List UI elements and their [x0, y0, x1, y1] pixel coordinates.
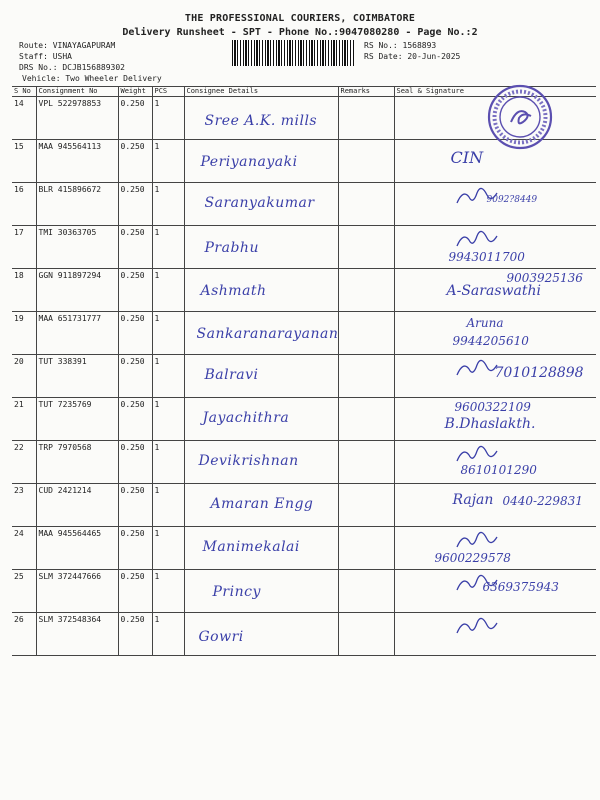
cell-sno: 24: [12, 527, 36, 570]
cell-remarks: [338, 226, 394, 269]
cell-sno: 17: [12, 226, 36, 269]
phone-number: 8610101290: [460, 463, 537, 477]
cell-remarks: [338, 398, 394, 441]
cell-sno: 18: [12, 269, 36, 312]
col-consignment: Consignment No: [36, 87, 118, 97]
cell-pcs: 1: [152, 398, 184, 441]
cell-pcs: 1: [152, 312, 184, 355]
cell-consignee: [184, 226, 338, 269]
cell-consignee: [184, 355, 338, 398]
consignee-name: Princy: [212, 584, 261, 600]
cell-consignment: TUT 7235769: [36, 398, 118, 441]
cell-remarks: [338, 140, 394, 183]
cell-sno: 21: [12, 398, 36, 441]
cell-seal-signature: [394, 484, 596, 527]
col-remarks: Remarks: [338, 87, 394, 97]
signature-text: Aruna: [466, 316, 504, 330]
cell-weight: 0.250: [118, 312, 152, 355]
col-seal-signature: Seal & Signature: [394, 87, 596, 97]
cell-sno: 16: [12, 183, 36, 226]
cell-sno: 15: [12, 140, 36, 183]
cell-sno: 25: [12, 570, 36, 613]
cell-weight: 0.250: [118, 140, 152, 183]
table-row: [12, 484, 596, 527]
phone-number: 9944205610: [452, 334, 529, 348]
cell-weight: 0.250: [118, 484, 152, 527]
cell-pcs: 1: [152, 484, 184, 527]
cell-seal-signature: [394, 355, 596, 398]
signature-scribble: [455, 617, 499, 639]
cell-pcs: 1: [152, 441, 184, 484]
cell-pcs: 1: [152, 97, 184, 140]
cell-sno: 26: [12, 613, 36, 656]
table-row: [12, 183, 596, 226]
consignee-name: Amaran Engg: [210, 496, 314, 512]
cell-consignee: [184, 398, 338, 441]
table-row: [12, 527, 596, 570]
cell-weight: 0.250: [118, 441, 152, 484]
table-row: [12, 570, 596, 613]
cell-consignee: [184, 570, 338, 613]
cell-remarks: [338, 484, 394, 527]
cell-sno: 23: [12, 484, 36, 527]
cell-consignee: [184, 269, 338, 312]
cell-seal-signature: [394, 527, 596, 570]
cell-consignment: CUD 2421214: [36, 484, 118, 527]
cell-weight: 0.250: [118, 570, 152, 613]
cell-seal-signature: [394, 269, 596, 312]
phone-number: 6369375943: [482, 580, 559, 594]
consignee-name: Periyanayaki: [200, 154, 298, 170]
runsheet-table: [12, 86, 596, 656]
signature-text: Rajan: [452, 492, 494, 508]
cell-sno: 22: [12, 441, 36, 484]
cell-consignment: BLR 415896672: [36, 183, 118, 226]
drs-number: DRS No.: DCJB156889302: [19, 63, 125, 72]
cell-consignment: GGN 911897294: [36, 269, 118, 312]
cell-seal-signature: [394, 183, 596, 226]
rs-date: RS Date: 20-Jun-2025: [364, 52, 461, 61]
table-row: [12, 441, 596, 484]
route-label: Route: VINAYAGAPURAM: [19, 41, 116, 50]
cell-remarks: [338, 441, 394, 484]
cell-remarks: [338, 613, 394, 656]
col-consignee: Consignee Details: [184, 87, 338, 97]
cell-consignment: MAA 651731777: [36, 312, 118, 355]
cell-consignment: SLM 372447666: [36, 570, 118, 613]
barcode: [232, 40, 354, 66]
cell-consignment: MAA 945564113: [36, 140, 118, 183]
signature-text: CIN: [450, 148, 484, 167]
cell-seal-signature: [394, 613, 596, 656]
cell-remarks: [338, 312, 394, 355]
table-row: [12, 398, 596, 441]
cell-seal-signature: [394, 398, 596, 441]
cell-remarks: [338, 97, 394, 140]
cell-weight: 0.250: [118, 183, 152, 226]
signature-text: A-Saraswathi: [446, 283, 541, 299]
cell-consignee: [184, 97, 338, 140]
consignee-name: Sree A.K. mills: [204, 113, 318, 129]
cell-sno: 14: [12, 97, 36, 140]
cell-weight: 0.250: [118, 269, 152, 312]
cell-consignment: TMI 30363705: [36, 226, 118, 269]
cell-consignee: [184, 140, 338, 183]
cell-sno: 20: [12, 355, 36, 398]
cell-consignee: [184, 441, 338, 484]
cell-consignee: [184, 183, 338, 226]
cell-remarks: [338, 570, 394, 613]
consignee-name: Sankaranarayanan: [196, 326, 339, 342]
staff-label: Staff: USHA: [19, 52, 72, 61]
cell-pcs: 1: [152, 613, 184, 656]
cell-pcs: 1: [152, 226, 184, 269]
cell-pcs: 1: [152, 570, 184, 613]
signature-scribble: [455, 531, 499, 553]
phone-number: 9600322109: [454, 400, 531, 414]
cell-consignment: TRP 7970568: [36, 441, 118, 484]
cell-pcs: 1: [152, 355, 184, 398]
signature-scribble: [455, 230, 499, 252]
table-row: [12, 226, 596, 269]
cell-seal-signature: [394, 312, 596, 355]
phone-number: 9943011700: [448, 250, 525, 264]
cell-seal-signature: [394, 226, 596, 269]
phone-number: 9092?8449: [486, 195, 538, 205]
table-row: [12, 312, 596, 355]
consignee-name: Saranyakumar: [204, 195, 315, 211]
cell-consignment: VPL 522978853: [36, 97, 118, 140]
phone-number: 9003925136: [506, 271, 583, 285]
table-row: [12, 355, 596, 398]
cell-consignment: TUT 338391: [36, 355, 118, 398]
col-pcs: PCS: [152, 87, 184, 97]
signature-text: B.Dhaslakth.: [444, 416, 536, 432]
col-weight: Weight: [118, 87, 152, 97]
cell-consignee: [184, 484, 338, 527]
consignee-name: Gowri: [198, 629, 244, 645]
cell-consignee: [184, 527, 338, 570]
consignee-name: Devikrishnan: [198, 453, 299, 469]
cell-seal-signature: [394, 441, 596, 484]
phone-number: 0440-229831: [502, 494, 583, 508]
signature-scribble: [455, 359, 499, 381]
col-sno: S No: [12, 87, 36, 97]
consignee-name: Ashmath: [200, 283, 267, 299]
consignee-name: Balravi: [204, 367, 259, 383]
cell-weight: 0.250: [118, 527, 152, 570]
table-row: [12, 613, 596, 656]
rs-number: RS No.: 1568893: [364, 41, 437, 50]
company-title: THE PROFESSIONAL COURIERS, COIMBATORE: [184, 13, 416, 24]
cell-pcs: 1: [152, 269, 184, 312]
cell-remarks: [338, 355, 394, 398]
company-stamp: [486, 82, 554, 152]
cell-weight: 0.250: [118, 97, 152, 140]
cell-sno: 19: [12, 312, 36, 355]
consignee-name: Prabhu: [204, 240, 259, 256]
phone-number: 9600229578: [434, 551, 511, 565]
cell-pcs: 1: [152, 140, 184, 183]
cell-pcs: 1: [152, 183, 184, 226]
cell-pcs: 1: [152, 527, 184, 570]
cell-consignment: SLM 372548364: [36, 613, 118, 656]
cell-weight: 0.250: [118, 226, 152, 269]
cell-remarks: [338, 269, 394, 312]
cell-weight: 0.250: [118, 613, 152, 656]
cell-remarks: [338, 527, 394, 570]
cell-consignee: [184, 312, 338, 355]
cell-consignment: MAA 945564465: [36, 527, 118, 570]
phone-number: 7010128898: [494, 365, 584, 381]
cell-weight: 0.250: [118, 355, 152, 398]
cell-consignee: [184, 613, 338, 656]
consignee-name: Manimekalai: [202, 539, 300, 555]
runsheet-title: Delivery Runsheet - SPT - Phone No.:9047080280 - Page No.:2: [122, 27, 478, 38]
consignee-name: Jayachithra: [202, 410, 290, 426]
table-row: [12, 269, 596, 312]
cell-remarks: [338, 183, 394, 226]
vehicle-label: Vehicle: Two Wheeler Delivery: [22, 74, 162, 83]
cell-seal-signature: [394, 570, 596, 613]
cell-weight: 0.250: [118, 398, 152, 441]
